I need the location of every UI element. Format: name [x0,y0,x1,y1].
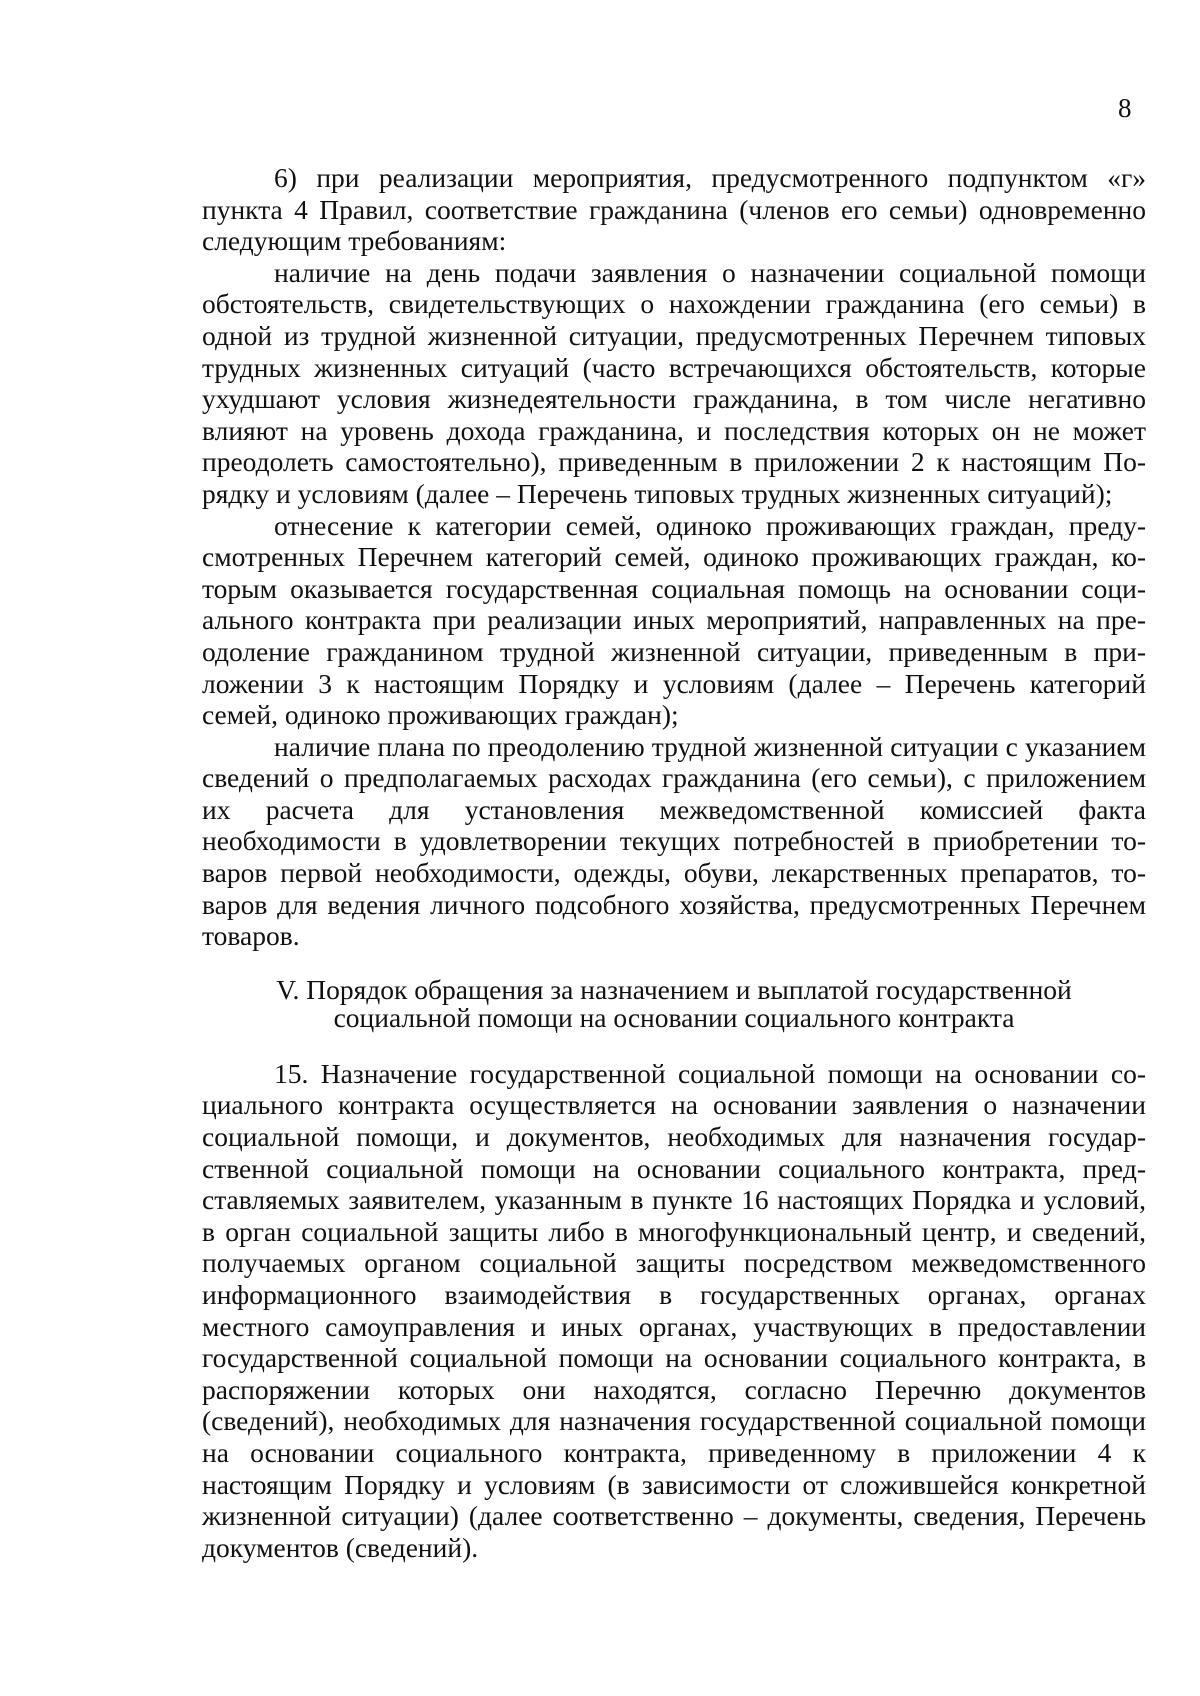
section-heading-v [202,973,1146,1033]
paragraph-requirement-situation: наличие на день подачи заявления о назначении социальной помощи обстоятельств, свидетельствующих о нахождении гражданина (его семьи) в одной из трудной жизненной ситуации, предусмотренных Перечнем типовых трудных жизненных ситуаций (часто встречающихся обстоятельств, которые ухудшают условия жизнедеятельности гражданина, в том числе негативно влияют на уровень дохода гражданина, и последствия которых он не может преодолеть самостоятельно), приведенным в приложении 2 к настоящим Порядку и условиям (далее – Перечень типовых трудных жизненных ситуаций); [202,256,1146,509]
document-body [202,162,1146,1563]
paragraph-15: 15. Назначение государственной социальной помощи на основании социального контракта осуществляется на основании заявления о назначении социальной помощи, и документов, необходимых для назначения государственной социальной помощи на основании социального контракта, представляемых заявителем, указанным в пункте 16 настоящих Порядка и условий, в орган социальной защиты либо в многофункциональный центр, и сведений, получаемых органом социальной защиты посредством межведомственного информационного взаимодействия в государственных органах, органах местного самоуправления и иных органах, участвующих в предоставлении государственной социальной помощи на основании социального контракта, в распоряжении которых они находятся, согласно Перечню документов (сведений), необходимых для назначения государственной социальной помощи на основании социального контракта, приведенному в приложении 4 к настоящим Порядку и условиям (в зависимости от сложившейся конкретной жизненной ситуации) (далее соответственно – документы, сведения, Перечень документов (сведений). [202,1057,1146,1563]
section-heading-line-2: социальной помощи на основании социального контракта [333,1001,1015,1033]
section-heading-line-1: V. Порядок обращения за назначением и выплатой государственной [276,973,1072,1005]
page-number: 8 [1118,93,1132,123]
paragraph-6: 6) при реализации мероприятия, предусмотренного подпунктом «г» пункта 4 Правил, соответствие гражданина (членов его семьи) одновременно следующим требованиям: [202,162,1146,257]
paragraph-requirement-category: отнесение к категории семей, одиноко проживающих граждан, предусмотренных Перечнем категорий семей, одиноко проживающих граждан, которым оказывается государственная социальная помощь на основании социального контракта при реализации иных мероприятий, направленных на преодоление гражданином трудной жизненной ситуации, приведенным в приложении 3 к настоящим Порядку и условиям (далее – Перечень категорий семей, одиноко проживающих граждан); [202,509,1146,731]
paragraph-requirement-plan: наличие плана по преодолению трудной жизненной ситуации с указанием сведений о предполагаемых расходах гражданина (его семьи), с приложением их расчета для установления межведомственной комиссией факта необходимости в удовлетворении текущих потребностей в приобретении товаров первой необходимости, одежды, обуви, лекарственных препаратов, товаров для ведения личного подсобного хозяйства, предусмотренных Перечнем товаров. [202,730,1146,952]
